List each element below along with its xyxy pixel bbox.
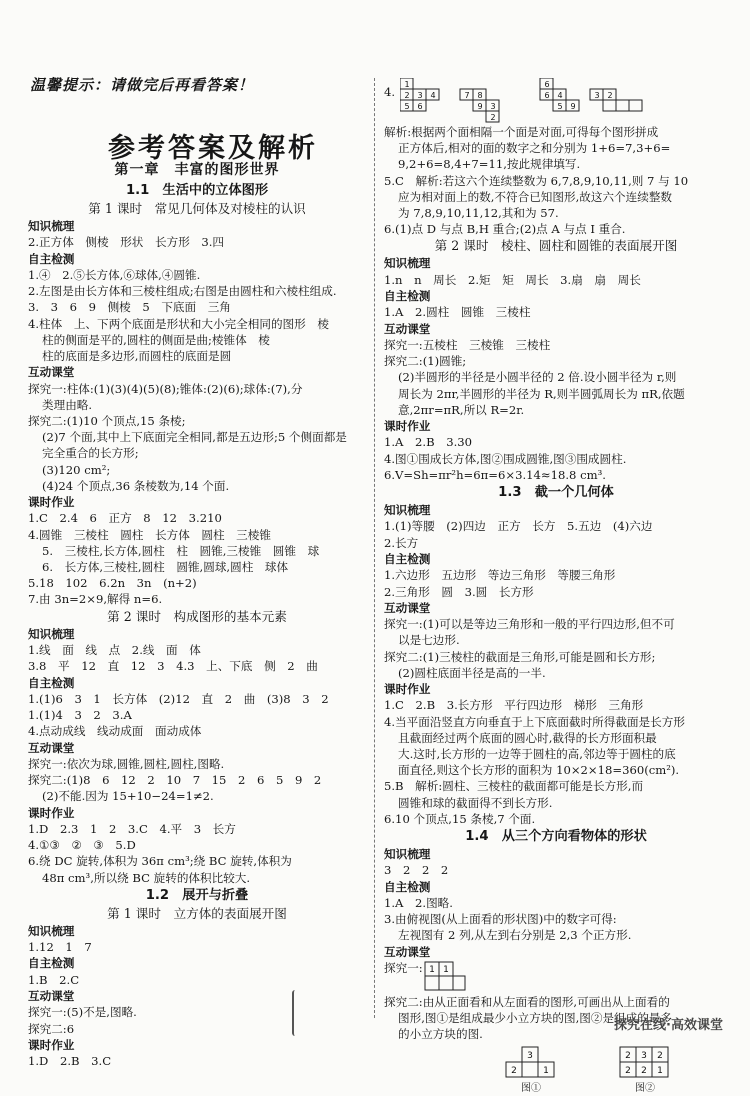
answer-line: 5.18 102 6.2n 3n (n+2) <box>28 576 197 591</box>
svg-text:1: 1 <box>657 1065 663 1076</box>
answer-line: 探究二:6 <box>28 1021 75 1036</box>
answer-line: 以是七边形. <box>398 633 460 648</box>
net-digit: 2 <box>404 91 410 100</box>
answer-line: 正方体后,相对的面的数字之和分别为 1+6=7,3+6= <box>398 141 671 156</box>
answer-line: 1.n n 周长 2.矩 矩 周长 3.扇 扇 周长 <box>384 272 641 287</box>
net-digit: 9 <box>570 102 576 111</box>
answer-line: 5.C 解析:若这六个连续整数为 6,7,8,9,10,11,则 7 与 10 <box>384 173 689 188</box>
answer-line: 为 7,8,9,10,11,12,其和为 57. <box>398 206 559 221</box>
answer-line: 9,2+6=8,4+7=11,按此规律填写. <box>398 157 581 172</box>
answer-line: 48π cm³,所以绕 BC 旋转的体积比较大. <box>42 870 251 885</box>
answer-line: 且截面经过两个底面的圆心时,截得的长方形面积最 <box>398 730 657 745</box>
answer-line: (2)半圆形的半径是小圆半径的 2 倍.设小圆半径为 r,则 <box>398 370 677 385</box>
figure-1 <box>504 1045 558 1096</box>
svg-text:2: 2 <box>641 1065 647 1076</box>
answer-line: 1.六边形 五边形 等边三角形 等腰三角形 <box>384 568 616 583</box>
svg-text:1: 1 <box>428 964 435 975</box>
heading-homework: 课时作业 <box>384 681 431 696</box>
heading-self-check: 自主检测 <box>28 956 75 971</box>
heading-interactive: 互动课堂 <box>384 600 431 615</box>
answer-line: 1.(1)6 3 1 长方体 (2)12 直 2 曲 (3)8 3 2 <box>28 691 329 706</box>
svg-text:1: 1 <box>543 1065 549 1076</box>
heading-knowledge: 知识梳理 <box>28 626 75 641</box>
answer-line: 1.D 2.3 1 2 3.C 4.平 3 长方 <box>28 821 236 836</box>
heading-self-check: 自主检测 <box>384 879 431 894</box>
answer-line: (2)7 个面,其中上下底面完全相同,都是五边形;5 个侧面都是 <box>42 430 347 445</box>
answer-line: 周长为 2πr,半圆形的半径为 R,则半圆弧周长为 πR,依题 <box>398 386 685 401</box>
answer-line: 2.左图是由长方体和三棱柱组成;右图是由圆柱和六棱柱组成. <box>28 284 337 299</box>
figure-1-caption: 图① <box>521 1082 541 1094</box>
heading-self-check: 自主检测 <box>28 251 75 266</box>
page-footer: 探究在线·高效课堂 <box>614 1018 723 1033</box>
answer-line: 5. 三棱柱,长方体,圆柱 柱 圆锥,三棱锥 圆锥 球 <box>42 543 320 558</box>
answer-line: (3)120 cm²; <box>42 462 111 477</box>
answer-line: 圆锥和球的截面得不到长方形. <box>398 795 553 810</box>
figure-2-caption: 图② <box>635 1082 655 1094</box>
net-digit: 8 <box>477 91 483 100</box>
section-title-1-1: 1.1 生活中的立体图形 <box>125 183 269 198</box>
answer-line: 图形,图①是组成最少小立方块的图,图②是组成的最多 <box>398 1011 673 1026</box>
answer-line: 1.C 2.B 3.长方形 平行四边形 梯形 三角形 <box>384 698 644 713</box>
answer-line: 4.图①围成长方体,图②围成圆锥,图③围成圆柱. <box>384 451 627 466</box>
answer-line: 解析:根据两个面相隔一个面是对面,可得每个图形拼成 <box>384 125 659 139</box>
answer-line: 探究一: <box>384 960 423 975</box>
heading-knowledge: 知识梳理 <box>384 846 431 861</box>
lesson-title: 第 1 课时 常见几何体及对棱柱的认识 <box>88 201 306 216</box>
answer-line: 3. 3 6 9 侧棱 5 下底面 三角 <box>28 300 231 315</box>
heading-knowledge: 知识梳理 <box>384 503 431 518</box>
answer-line: 完全重合的长方形; <box>42 446 139 461</box>
answer-line: 6. 长方体,三棱柱,圆柱 圆锥,圆球,圆柱 球体 <box>42 560 289 575</box>
heading-self-check: 自主检测 <box>384 289 431 304</box>
heading-interactive: 互动课堂 <box>28 740 75 755</box>
question-number: 4. <box>384 85 396 99</box>
heading-knowledge: 知识梳理 <box>28 923 75 938</box>
answer-line: 1.(1)等腰 (2)四边 正方 长方 5.五边 (4)六边 <box>384 519 653 534</box>
answer-line: 探究一:(5)不是,图略. <box>28 1005 137 1020</box>
answer-line: 4.圆锥 三棱柱 圆柱 长方体 圆柱 三棱锥 <box>28 527 271 542</box>
top-view-figures <box>384 1045 728 1096</box>
answer-line: 面直径,则这个长方形的面积为 10×2×18=360(cm²). <box>398 763 680 778</box>
answer-line: 1.12 1 7 <box>28 940 92 955</box>
answer-line: 探究一:柱体:(1)(3)(4)(5)(8);锥体:(2)(6);球体:(7),分 <box>28 381 303 396</box>
heading-homework: 课时作业 <box>28 495 75 510</box>
net-digit: 3 <box>594 91 600 100</box>
answer-line: 柱的侧面是平的,圆柱的侧面是曲;棱锥体 棱 <box>42 332 270 347</box>
left-column <box>28 160 366 1069</box>
answer-line: 探究二:由从正面看和从左面看的图形,可画出从上面看的 <box>384 994 670 1009</box>
net-digit: 4 <box>557 91 563 100</box>
cube-nets-diagram <box>400 78 650 124</box>
cube-nets-figure <box>384 78 728 124</box>
answer-line: 柱的底面是多边形,而圆柱的底面是圆 <box>42 349 232 364</box>
section-title-1-4: 1.4 从三个方向看物体的形状 <box>465 828 647 844</box>
net-digit: 6 <box>544 80 550 89</box>
answer-line: 1.A 2.图略. <box>384 895 453 910</box>
answer-line: 探究二:(1)三棱柱的截面是三角形,可能是圆和长方形; <box>384 649 656 664</box>
answer-line: 探究一:五棱柱 三棱锥 三棱柱 <box>384 338 551 353</box>
answer-line: 5.B 解析:圆柱、三棱柱的截面都可能是长方形,而 <box>384 779 644 794</box>
heading-homework: 课时作业 <box>384 419 431 434</box>
answer-line: 6.绕 DC 旋转,体积为 36π cm³;绕 BC 旋转,体积为 <box>28 854 292 869</box>
answer-line: 1.D 2.B 3.C <box>28 1054 112 1069</box>
answer-line: (4)24 个顶点,36 条棱数为,14 个面. <box>42 478 230 493</box>
heading-interactive: 互动课堂 <box>384 944 431 959</box>
answer-line: 1.线 面 线 点 2.线 面 体 <box>28 643 201 658</box>
answer-line: (2)不能.因为 15+10−24=1≠2. <box>42 789 214 804</box>
answer-line: 意,2πr=πR,所以 R=2r. <box>398 402 525 417</box>
net-digit: 4 <box>430 91 436 100</box>
left-view-grid <box>423 960 467 992</box>
svg-text:2: 2 <box>625 1050 631 1061</box>
net-digit: 3 <box>417 91 423 100</box>
reminder-banner: 温馨提示：请做完后再看答案！ <box>30 76 255 94</box>
net-digit: 6 <box>544 91 550 100</box>
net-digit: 5 <box>404 102 410 111</box>
answer-line: 2.长方 <box>384 535 419 550</box>
answer-line: 4.①③ ② ③ 5.D <box>28 838 136 853</box>
svg-text:2: 2 <box>657 1050 663 1061</box>
heading-interactive: 互动课堂 <box>28 365 75 380</box>
chapter-title: 第一章 丰富的图形世界 <box>114 162 280 178</box>
net-digit: 1 <box>404 80 410 89</box>
answer-line: 2.三角形 圆 3.圆 长方形 <box>384 584 534 599</box>
answer-line: 应为相对面上的数,不符合已知图形,故这六个连续整数 <box>398 189 673 204</box>
answer-line: 左视图有 2 列,从左到右分别是 2,3 个正方形. <box>398 928 632 943</box>
net-digit: 2 <box>607 91 613 100</box>
net-digit: 2 <box>490 113 496 122</box>
answer-line: 4.当平面沿竖直方向垂直于上下底面截时所得截面是长方形 <box>384 714 685 729</box>
answer-line: 7.由 3n=2×9,解得 n=6. <box>28 592 163 607</box>
answer-line: 探究一:(1)可以是等边三角形和一般的平行四边形,但不可 <box>384 617 675 632</box>
answer-line: (2)圆柱底面半径是高的一半. <box>398 665 546 680</box>
answer-line: 1.C 2.4 6 正方 8 12 3.210 <box>28 511 222 526</box>
net-digit: 7 <box>464 91 470 100</box>
answer-line: 6.(1)点 D 与点 B,H 重合;(2)点 A 与点 I 重合. <box>384 222 626 237</box>
section-title-1-2: 1.2 展开与折叠 <box>145 887 249 903</box>
heading-self-check: 自主检测 <box>28 675 75 690</box>
figure-2 <box>618 1045 672 1096</box>
answer-line: 探究二:(1)8 6 12 2 10 7 15 2 6 5 9 2 <box>28 773 322 788</box>
heading-knowledge: 知识梳理 <box>28 219 75 233</box>
svg-text:1: 1 <box>442 964 449 975</box>
answer-line: 3.8 平 12 直 12 3 4.3 上、下底 侧 2 曲 <box>28 659 318 674</box>
answer-line: 4.柱体 上、下两个底面是形状和大小完全相同的图形 棱 <box>28 316 329 331</box>
answer-line: 探究二:(1)10 个顶点,15 条棱; <box>28 414 186 429</box>
figure-1-grid <box>504 1045 558 1079</box>
figure-2-grid <box>618 1045 672 1079</box>
svg-text:3: 3 <box>527 1050 533 1061</box>
net-digit: 5 <box>557 102 563 111</box>
answer-line: 6.10 个顶点,15 条棱,7 个面. <box>384 811 536 826</box>
page-fold-mark <box>292 990 300 1036</box>
net-digit: 9 <box>477 102 483 111</box>
answer-line: 1.④ 2.⑤长方体,⑥球体,④圆锥. <box>28 268 201 283</box>
answer-line: 6.V=Sh=πr²h=6π=6×3.14≈18.8 cm³. <box>384 467 606 482</box>
section-title-1-3: 1.3 截一个几何体 <box>498 485 614 501</box>
net-digit: 3 <box>490 102 496 111</box>
answer-line: 4.点动成线 线动成面 面动成体 <box>28 724 202 739</box>
heading-self-check: 自主检测 <box>384 551 431 566</box>
explore-one-row <box>384 960 728 994</box>
net-digit: 6 <box>417 102 423 111</box>
answer-line: 3 2 2 2 <box>384 863 449 878</box>
answer-line: 类理由略. <box>42 397 93 412</box>
heading-knowledge: 知识梳理 <box>384 256 431 271</box>
svg-text:2: 2 <box>625 1065 631 1076</box>
svg-text:2: 2 <box>511 1065 517 1076</box>
lesson-title: 第 1 课时 立方体的表面展开图 <box>107 905 287 921</box>
answer-line: 3.由俯视图(从上面看的形状图)中的数字可得: <box>384 912 617 927</box>
answer-line: 1.A 2.B 3.30 <box>384 435 473 450</box>
heading-interactive: 互动课堂 <box>28 988 75 1003</box>
heading-homework: 课时作业 <box>28 1037 75 1052</box>
answer-line: 大.这时,长方形的一边等于圆柱的高,邻边等于圆柱的底 <box>398 746 676 761</box>
answer-line: 探究二:(1)圆锥; <box>384 354 467 369</box>
lesson-title: 第 2 课时 棱柱、圆柱和圆锥的表面展开图 <box>434 238 678 254</box>
answer-line: 2.正方体 侧棱 形状 长方形 3.四 <box>28 235 225 250</box>
answer-line: 探究一:依次为球,圆锥,圆柱,圆柱,图略. <box>28 756 225 771</box>
page-title: 参考答案及解析 <box>108 133 318 164</box>
heading-homework: 课时作业 <box>28 805 75 820</box>
answer-line: 1.A 2.圆柱 圆锥 三棱柱 <box>384 305 531 320</box>
answer-line: 的小立方块的图. <box>398 1027 483 1042</box>
svg-text:3: 3 <box>641 1050 647 1061</box>
answer-line: 1.(1)4 3 2 3.A <box>28 708 132 723</box>
column-divider <box>374 78 375 1018</box>
right-column <box>384 78 728 1096</box>
heading-interactive: 互动课堂 <box>384 321 431 336</box>
answer-line: 1.B 2.C <box>28 972 80 987</box>
lesson-title: 第 2 课时 构成图形的基本元素 <box>107 608 287 624</box>
